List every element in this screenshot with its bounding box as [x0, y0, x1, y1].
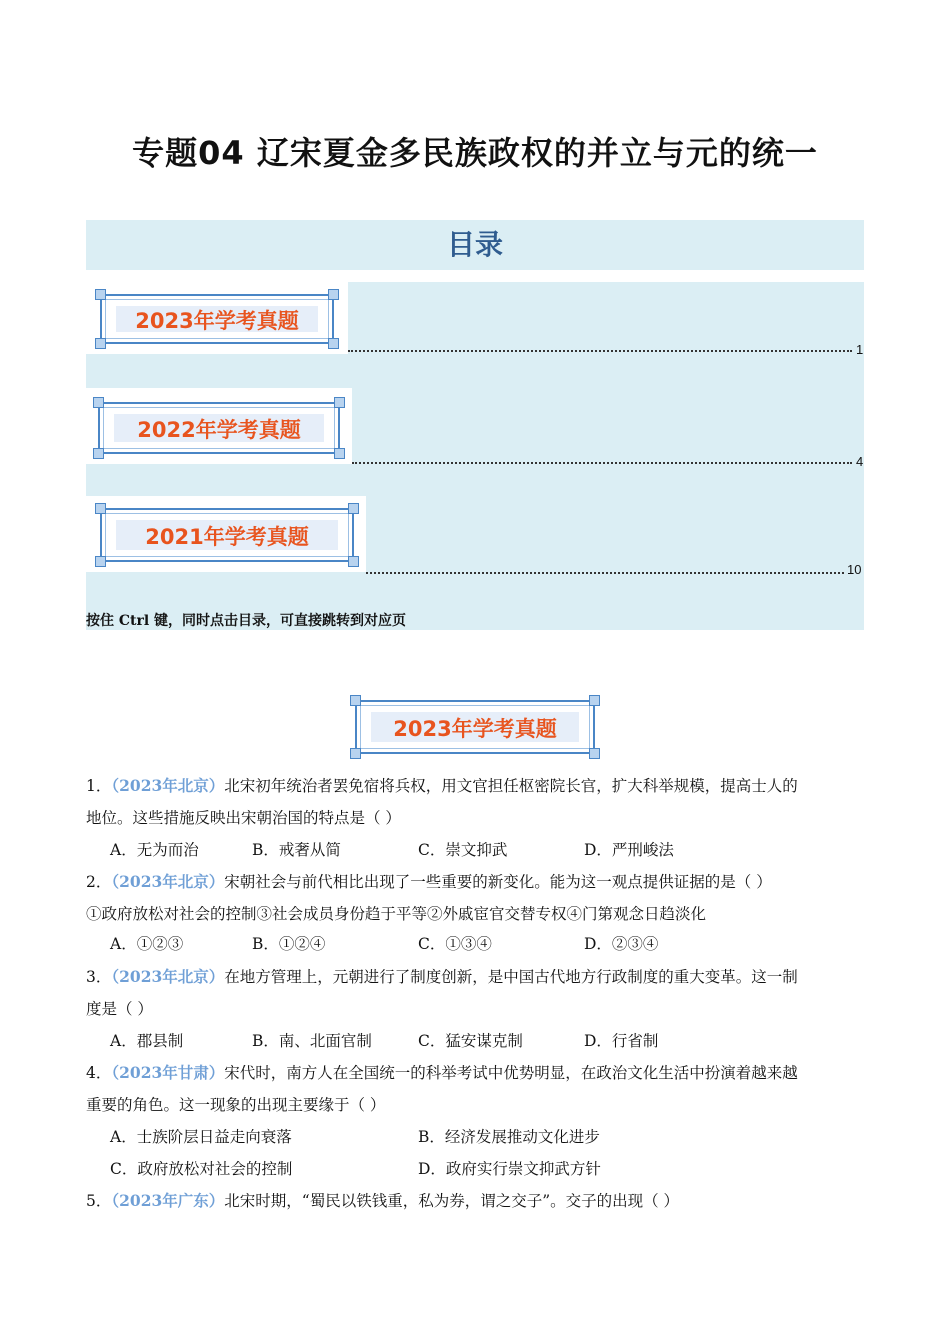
question-number: 4．	[86, 1064, 112, 1082]
corner-ornament	[589, 695, 600, 706]
option-d[interactable]: D．政府实行崇文抑武方针	[418, 1160, 601, 1178]
question-4	[86, 1057, 856, 1121]
option-a[interactable]: A．郡县制	[110, 1032, 184, 1050]
question-line: 度是（ ）	[86, 1000, 153, 1018]
toc-entry-label: 2022年学考真题	[114, 414, 324, 442]
question-line	[86, 1185, 856, 1217]
corner-ornament	[95, 338, 106, 349]
toc-badge-frame	[100, 294, 334, 344]
table-of-contents	[86, 282, 864, 630]
option-c[interactable]: C．崇文抑武	[418, 841, 508, 859]
option-c[interactable]: C．①③④	[418, 935, 492, 953]
toc-entry-label: 2021年学考真题	[116, 520, 338, 550]
page-title: 专题04 辽宋夏金多民族政权的并立与元的统一	[132, 134, 818, 172]
question-stem: 宋朝社会与前代相比出现了一些重要的新变化。能为这一观点提供证据的是（ ）	[224, 873, 772, 891]
toc-entry-2021[interactable]	[86, 496, 366, 572]
corner-ornament	[328, 338, 339, 349]
question-line: 地位。这些措施反映出宋朝治国的特点是（ ）	[86, 809, 401, 827]
corner-ornament	[95, 503, 106, 514]
question-line	[86, 1057, 856, 1089]
corner-ornament	[95, 289, 106, 300]
question-3	[86, 961, 856, 1025]
corner-ornament	[328, 289, 339, 300]
corner-ornament	[350, 695, 361, 706]
toc-entry-label: 2023年学考真题	[116, 306, 318, 332]
toc-leader-dots	[348, 350, 852, 352]
toc-entry-2022[interactable]	[86, 388, 352, 464]
question-line	[86, 770, 856, 802]
corner-ornament	[95, 556, 106, 567]
section-badge-frame	[355, 700, 595, 754]
question-line: ①政府放松对社会的控制③社会成员身份趋于平等②外戚宦官交替专权④门第观念日趋淡化	[86, 905, 707, 923]
option-c[interactable]: C．政府放松对社会的控制	[110, 1160, 293, 1178]
question-stem: 北宋时期，“蜀民以铁钱重，私为券，谓之交子”。交子的出现（ ）	[224, 1192, 680, 1210]
question-number: 1．	[86, 777, 112, 795]
toc-header: 目录	[86, 220, 864, 270]
corner-ornament	[93, 448, 104, 459]
question-stem: 宋代时，南方人在全国统一的科举考试中优势明显，在政治文化生活中扮演着越来越	[224, 1064, 798, 1082]
question-line: 重要的角色。这一现象的出现主要缘于（ ）	[86, 1096, 386, 1114]
option-b[interactable]: B．戒奢从简	[252, 841, 341, 859]
toc-entry-2023[interactable]	[86, 282, 348, 354]
question-number: 3．	[86, 968, 112, 986]
toc-leader-dots	[352, 462, 852, 464]
toc-badge-frame	[98, 402, 340, 454]
question-2	[86, 866, 856, 930]
option-d[interactable]: D．严刑峻法	[584, 841, 674, 859]
question-stem: 北宋初年统治者罢免宿将兵权，用文官担任枢密院长官，扩大科举规模，提高士人的	[224, 777, 798, 795]
option-c[interactable]: C．猛安谋克制	[418, 1032, 523, 1050]
question-source: （2023年广东）	[111, 1191, 225, 1210]
option-b[interactable]: B．经济发展推动文化进步	[418, 1128, 600, 1146]
toc-leader-dots	[366, 572, 844, 574]
question-source: （2023年甘肃）	[111, 1063, 225, 1082]
question-source: （2023年北京）	[111, 776, 225, 795]
option-b[interactable]: B．①②④	[252, 935, 326, 953]
toc-page-number[interactable]: 1	[856, 342, 864, 357]
question-line	[86, 961, 856, 993]
corner-ornament	[348, 556, 359, 567]
option-d[interactable]: D．行省制	[584, 1032, 659, 1050]
corner-ornament	[350, 748, 361, 759]
option-b[interactable]: B．南、北面官制	[252, 1032, 372, 1050]
question-stem: 在地方管理上，元朝进行了制度创新，是中国古代地方行政制度的重大变革。这一制	[224, 968, 798, 986]
option-a[interactable]: A．无为而治	[110, 841, 199, 859]
question-line	[86, 866, 856, 898]
corner-ornament	[93, 397, 104, 408]
question-number: 5．	[86, 1192, 112, 1210]
option-a[interactable]: A．①②③	[110, 935, 184, 953]
question-1	[86, 770, 856, 834]
corner-ornament	[334, 448, 345, 459]
option-a[interactable]: A．士族阶层日益走向衰落	[110, 1128, 292, 1146]
toc-note: 按住 Ctrl 键，同时点击目录，可直接跳转到对应页	[86, 613, 407, 629]
question-5	[86, 1185, 856, 1217]
toc-page-number[interactable]: 4	[856, 454, 864, 469]
question-number: 2．	[86, 873, 112, 891]
corner-ornament	[334, 397, 345, 408]
corner-ornament	[348, 503, 359, 514]
corner-ornament	[589, 748, 600, 759]
option-d[interactable]: D．②③④	[584, 935, 659, 953]
question-source: （2023年北京）	[111, 967, 225, 986]
section-heading-badge	[355, 700, 595, 754]
section-badge-label: 2023年学考真题	[371, 712, 579, 742]
toc-page-number[interactable]: 10	[847, 562, 862, 577]
toc-badge-frame	[100, 508, 354, 562]
question-source: （2023年北京）	[111, 872, 225, 891]
